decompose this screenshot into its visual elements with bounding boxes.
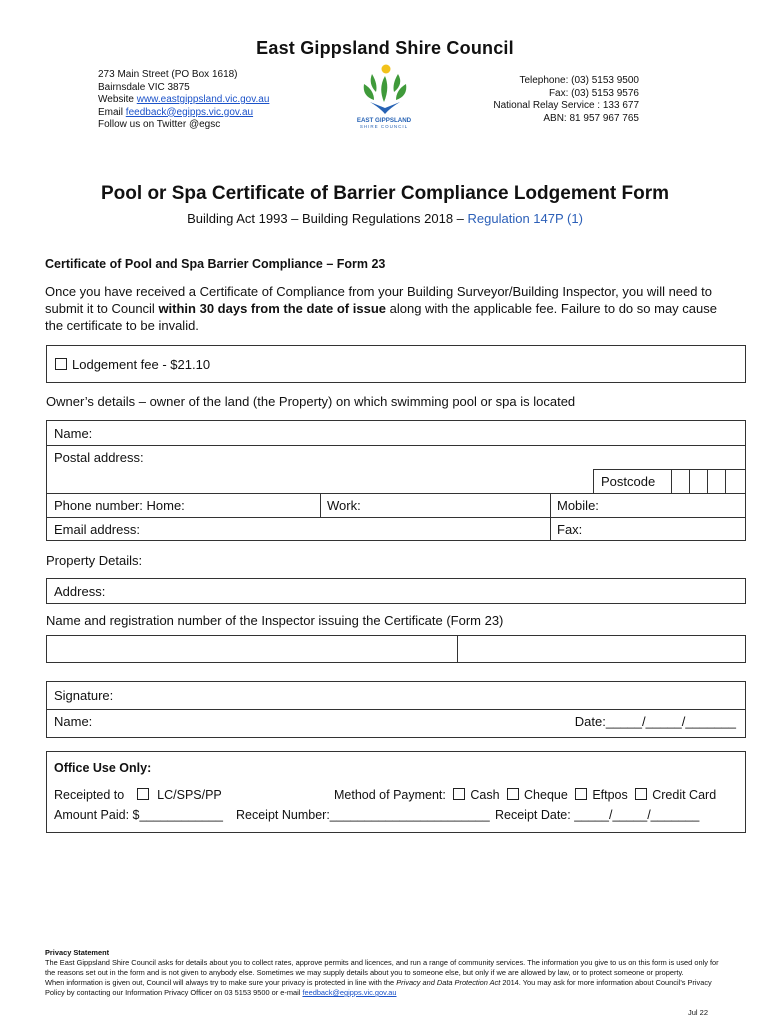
- eftpos-checkbox[interactable]: [575, 788, 587, 800]
- logo-text-line-2: SHIRE COUNCIL: [359, 124, 409, 129]
- section-heading: Certificate of Pool and Spa Barrier Compliance – Form 23: [45, 257, 386, 271]
- telephone: Telephone: (03) 5153 9500: [519, 75, 639, 86]
- website-line: Website www.eastgippsland.vic.gov.au: [98, 94, 270, 105]
- lodgement-fee-row: [55, 357, 210, 372]
- name-field[interactable]: Name:: [54, 426, 93, 441]
- lodgement-fee-box: [46, 345, 746, 383]
- website-link[interactable]: www.eastgippsland.vic.gov.au: [136, 94, 270, 105]
- receipted-to-row: Receipted to LC/SPS/PP: [54, 788, 222, 802]
- signature-box: [46, 681, 746, 738]
- phone-work-field[interactable]: Work:: [327, 498, 361, 513]
- postcode-label: Postcode: [601, 474, 656, 489]
- inspector-heading: Name and registration number of the Inspector issuing the Certificate (Form 23): [46, 613, 504, 628]
- email-link[interactable]: feedback@egipps.vic.gov.au: [125, 106, 254, 118]
- postal-address-field[interactable]: Postal address:: [54, 450, 144, 465]
- property-details-box: [46, 578, 746, 604]
- amount-paid-field[interactable]: Amount Paid: $____________: [54, 808, 223, 822]
- fax-field[interactable]: Fax:: [557, 522, 583, 537]
- property-address-field[interactable]: Address:: [54, 584, 106, 599]
- signature-date-field[interactable]: Date:_____/_____/_______: [574, 714, 736, 729]
- lc-sps-pp-checkbox[interactable]: [137, 788, 149, 800]
- signature-field[interactable]: Signature:: [54, 688, 114, 703]
- fax: Fax: (03) 5153 9576: [548, 87, 639, 99]
- inspector-details-box: [46, 635, 746, 663]
- credit-card-checkbox[interactable]: [635, 788, 647, 800]
- property-heading: Property Details:: [46, 553, 143, 568]
- email-line: Email feedback@egipps.vic.gov.au: [98, 106, 254, 118]
- address-line-1: 273 Main Street (PO Box 1618): [98, 69, 238, 80]
- council-logo-icon: [350, 62, 418, 130]
- owner-details-table: [46, 420, 746, 541]
- council-contact: [493, 75, 639, 125]
- privacy-email-link[interactable]: feedback@egipps.vic.gov.au: [302, 988, 397, 997]
- signature-name-field[interactable]: Name:: [54, 714, 93, 729]
- owner-heading: Owner’s details – owner of the land (the Property) on which swimming pool or spa is located: [46, 394, 576, 409]
- office-use-box: [46, 751, 746, 833]
- footer-date: Jul 22: [687, 1008, 708, 1017]
- cash-checkbox[interactable]: [453, 788, 465, 800]
- intro-paragraph: Once you have received a Certificate of Compliance from your Building Surveyor/Building Inspector, you will need to submit it to Council within 30 days from the date of issue along with the applicable fee. Failure to do so may cause the certificate to be invalid.: [45, 284, 717, 333]
- payment-method-row: Method of Payment: Cash Cheque Eftpos Credit Card: [334, 788, 717, 802]
- inspector-registration-input[interactable]: [458, 636, 745, 662]
- lodgement-fee-checkbox[interactable]: [55, 358, 67, 370]
- abn: ABN: 81 957 967 765: [543, 112, 639, 124]
- address-line-2: Bairnsdale VIC 3875: [98, 81, 190, 93]
- postcode-input[interactable]: [672, 470, 744, 493]
- privacy-heading: Privacy Statement: [45, 948, 110, 957]
- logo-text-line-1: EAST GIPPSLAND: [356, 117, 412, 124]
- email-address-field[interactable]: Email address:: [54, 522, 140, 537]
- receipt-number-field[interactable]: Receipt Number:_______________________: [236, 808, 490, 822]
- cheque-checkbox[interactable]: [507, 788, 519, 800]
- inspector-name-input[interactable]: [47, 636, 457, 662]
- twitter-line: Follow us on Twitter @egsc: [98, 119, 221, 130]
- form-title: Pool or Spa Certificate of Barrier Compliance Lodgement Form: [101, 183, 669, 204]
- privacy-text-1: The East Gippsland Shire Council asks for details about you to collect rates, approve permits and licences, and run a range of community services. The information you give to us on this form is used only for the reasons set out in the form and is not given to anybody else. Sometimes we may supply details about you to someone else, but only if we are allowed by law, or to protect someone or property.: [45, 958, 719, 977]
- privacy-statement: [45, 948, 725, 998]
- receipt-date-field[interactable]: Receipt Date: _____/_____/_______: [495, 808, 700, 822]
- council-address: [98, 69, 269, 132]
- regulation-link[interactable]: Regulation 147P (1): [467, 211, 583, 226]
- phone-home-field[interactable]: Phone number: Home:: [54, 498, 185, 513]
- lodgement-fee-label: Lodgement fee - $21.10: [72, 357, 211, 372]
- relay-service: National Relay Service : 133 677: [493, 100, 639, 111]
- phone-mobile-field[interactable]: Mobile:: [557, 498, 599, 513]
- privacy-text-2: When information is given out, Council will always try to make sure your privacy is protected in line with the Privacy and Data Protection Act 2014. You may ask for more information about Council’s Privacy Policy by contacting our Information Privacy Officer on 03 5153 9500 or e-mail feedback@egipps.vic.gov.au: [45, 978, 712, 997]
- office-use-heading: Office Use Only:: [54, 761, 152, 775]
- council-name: East Gippsland Shire Council: [256, 38, 514, 58]
- form-subtitle: Building Act 1993 – Building Regulations 2018 – Regulation 147P (1): [187, 211, 583, 226]
